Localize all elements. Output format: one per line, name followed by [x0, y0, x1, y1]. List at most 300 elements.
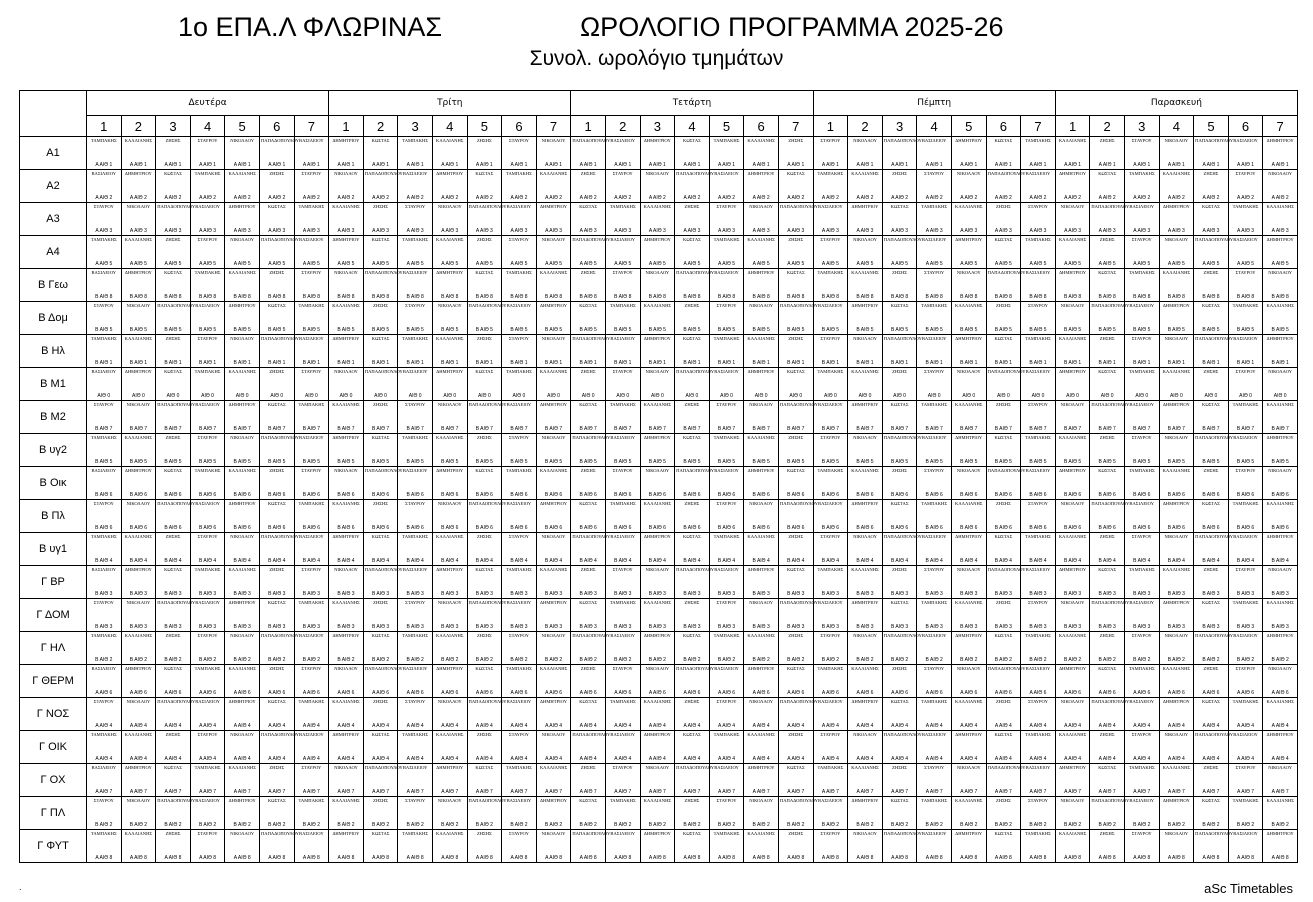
room-label: Β ΑΙΘ 6: [856, 492, 874, 498]
teacher-name: ΝΙΚΟΛΑΟΥ: [1060, 699, 1085, 704]
room-label: Α ΑΙΘ 4: [233, 756, 251, 762]
room-label: Α ΑΙΘ 1: [1133, 162, 1151, 168]
teacher-name: ΚΩΣΤΑΣ: [267, 402, 286, 407]
lesson-cell: [882, 203, 917, 236]
lesson-cell: [675, 632, 710, 665]
teacher-name: ΖΗΣΗΣ: [580, 171, 596, 176]
period-header: 6: [744, 116, 779, 137]
teacher-name: ΤΑΜΠΑΚΗΣ: [90, 633, 117, 638]
lesson-cell: [605, 467, 640, 500]
teacher-name: ΣΤΑΥΡΟΥ: [1131, 435, 1152, 440]
lesson-cell: [1194, 236, 1234, 269]
lesson-cell: [398, 500, 433, 533]
lesson-cell: [467, 566, 502, 599]
room-label: Α ΑΙΘ 4: [95, 756, 113, 762]
teacher-name: ΔΗΜΗΤΡΙΟΥ: [332, 138, 360, 143]
teacher-name: ΚΩΣΤΑΣ: [579, 204, 598, 209]
room-label: Α ΑΙΘ 4: [925, 723, 943, 729]
lesson-cell: [1021, 632, 1056, 665]
lesson-cell: [259, 269, 294, 302]
room-label: ΑΙΘ 0: [616, 393, 630, 399]
room-label: Α ΑΙΘ 3: [891, 228, 909, 234]
lesson-cell: [502, 269, 537, 302]
lesson-cell: [1159, 236, 1194, 269]
room-label: Β ΑΙΘ 5: [1029, 327, 1047, 333]
lesson-cell: [917, 830, 952, 863]
teacher-name: ΔΗΜΗΤΡΙΟΥ: [436, 369, 464, 374]
teacher-name: ΠΑΠΑΔΟΠΟΥΛΟΥ: [572, 435, 611, 440]
lesson-cell: [536, 698, 571, 731]
room-label: Α ΑΙΘ 2: [164, 195, 182, 201]
lesson-cell: [1090, 368, 1125, 401]
lesson-cell: [1055, 467, 1090, 500]
room-label: Β ΑΙΘ 5: [371, 459, 390, 465]
room-label: Β ΑΙΘ 6: [1133, 492, 1151, 498]
lesson-cell: [744, 137, 779, 170]
teacher-name: ΒΑΣΙΛΕΙΟΥ: [402, 270, 428, 275]
period-header: 6: [502, 116, 537, 137]
teacher-name: ΚΑΛΛΙΑΝΗΣ: [851, 567, 879, 572]
teacher-name: ΚΩΣΤΑΣ: [890, 303, 909, 308]
lesson-cell: [329, 830, 364, 863]
lesson-cell: [571, 236, 611, 269]
teacher-name: ΠΑΠΑΔΟΠΟΥΛΟΥ: [779, 402, 818, 407]
teacher-name: ΣΤΑΥΡΟΥ: [820, 435, 841, 440]
room-label: Β ΑΙΘ 5: [648, 459, 666, 465]
room-label: Β ΑΙΘ 3: [648, 591, 666, 597]
teacher-name: ΚΑΛΛΙΑΝΗΣ: [643, 699, 672, 704]
room-label: Α ΑΙΘ 4: [1133, 756, 1151, 762]
class-row: [20, 764, 1298, 797]
class-label: Α3: [20, 203, 87, 236]
room-label: Α ΑΙΘ 7: [1167, 789, 1185, 795]
lesson-cell: [744, 401, 779, 434]
lesson-cell: [1090, 764, 1125, 797]
teacher-name: ΔΗΜΗΤΡΙΟΥ: [436, 567, 464, 572]
teacher-name: ΚΩΣΤΑΣ: [475, 270, 494, 275]
room-label: Β ΑΙΘ 6: [1167, 525, 1185, 531]
teacher-name: ΖΗΣΗΣ: [1099, 237, 1115, 242]
class-label: Γ ΦΥΤ: [20, 830, 87, 863]
lesson-cell: [882, 698, 917, 731]
lesson-cell: [605, 203, 640, 236]
teacher-name: ΔΗΜΗΤΡΙΟΥ: [1266, 633, 1294, 638]
lesson-cell: [156, 500, 196, 533]
lesson-cell: [467, 170, 502, 203]
teacher-name: ΝΙΚΟΛΑΟΥ: [334, 468, 358, 473]
teacher-name: ΣΤΑΥΡΟΥ: [508, 237, 529, 242]
lesson-cell: [87, 764, 122, 797]
room-label: Β ΑΙΘ 3: [337, 591, 355, 597]
lesson-cell: [675, 335, 710, 368]
lesson-cell: [1263, 368, 1298, 401]
room-label: Β ΑΙΘ 6: [475, 492, 493, 498]
teacher-name: ΤΑΜΠΑΚΗΣ: [1128, 171, 1155, 176]
period-header: 1: [571, 116, 606, 137]
room-label: Α ΑΙΘ 5: [579, 261, 597, 267]
room-label: Β ΑΙΘ 5: [614, 327, 632, 333]
lesson-cell: [294, 137, 329, 170]
room-label: Β ΑΙΘ 4: [683, 558, 701, 564]
lesson-cell: [225, 731, 260, 764]
teacher-name: ΚΩΣΤΑΣ: [683, 633, 701, 638]
lesson-cell: [225, 533, 260, 566]
lesson-cell: [917, 698, 952, 731]
teacher-name: ΚΩΣΤΑΣ: [371, 534, 390, 539]
lesson-cell: [986, 500, 1021, 533]
lesson-cell: [467, 599, 507, 632]
teacher-name: ΖΗΣΗΣ: [269, 369, 285, 374]
room-label: Α ΑΙΘ 6: [1098, 690, 1116, 696]
teacher-name: ΤΑΜΠΑΚΗΣ: [609, 501, 636, 506]
teacher-name: ΝΙΚΟΛΑΟΥ: [645, 666, 670, 671]
room-label: Α ΑΙΘ 4: [1237, 723, 1255, 729]
room-label: Α ΑΙΘ 1: [95, 162, 113, 168]
teacher-name: ΚΑΛΛΙΑΝΗΣ: [1162, 270, 1191, 275]
lesson-cell: [848, 335, 883, 368]
teacher-name: ΔΗΜΗΤΡΙΟΥ: [124, 765, 152, 770]
teacher-name: ΔΗΜΗΤΡΙΟΥ: [540, 402, 568, 407]
lesson-cell: [778, 797, 818, 830]
teacher-name: ΚΩΣΤΑΣ: [890, 600, 909, 605]
lesson-cell: [605, 830, 640, 863]
teacher-name: ΤΑΜΠΑΚΗΣ: [298, 600, 325, 605]
teacher-name: ΠΑΠΑΔΟΠΟΥΛΟΥ: [364, 270, 403, 275]
teacher-name: ΒΑΣΙΛΕΙΟΥ: [91, 666, 117, 671]
teacher-name: ΔΗΜΗΤΡΙΟΥ: [955, 336, 983, 341]
lesson-cell: [640, 566, 675, 599]
room-label: Β ΑΙΘ 2: [268, 657, 286, 663]
room-label: Β ΑΙΘ 5: [752, 459, 770, 465]
room-label: Β ΑΙΘ 6: [890, 525, 909, 531]
room-label: Β ΑΙΘ 2: [614, 822, 632, 828]
lesson-cell: [848, 203, 883, 236]
teacher-name: ΔΗΜΗΤΡΙΟΥ: [228, 303, 256, 308]
room-label: Β ΑΙΘ 5: [717, 459, 736, 465]
room-label: Β ΑΙΘ 7: [475, 426, 493, 432]
room-label: Β ΑΙΘ 7: [302, 426, 320, 432]
teacher-name: ΒΑΣΙΛΕΙΟΥ: [402, 468, 428, 473]
room-label: ΑΙΘ 0: [339, 393, 353, 399]
lesson-cell: [225, 566, 260, 599]
lesson-cell: [778, 203, 818, 236]
teacher-name: ΝΙΚΟΛΑΟΥ: [1268, 567, 1293, 572]
room-label: Β ΑΙΘ 7: [1029, 426, 1047, 432]
class-label: Β υγ1: [20, 533, 87, 566]
lesson-cell: [398, 236, 433, 269]
class-row: [20, 368, 1298, 401]
lesson-cell: [156, 203, 196, 236]
room-label: Β ΑΙΘ 2: [1063, 822, 1082, 828]
teacher-name: ΔΗΜΗΤΡΙΟΥ: [124, 369, 152, 374]
teacher-name: ΒΑΣΙΛΕΙΟΥ: [1233, 534, 1258, 539]
room-label: Α ΑΙΘ 5: [925, 261, 943, 267]
lesson-cell: [121, 599, 156, 632]
lesson-cell: [1194, 566, 1229, 599]
room-label: Α ΑΙΘ 8: [1064, 855, 1082, 861]
room-label: Β ΑΙΘ 3: [1236, 591, 1255, 597]
teacher-name: ΚΩΣΤΑΣ: [267, 204, 286, 209]
room-label: Α ΑΙΘ 8: [95, 855, 113, 861]
teacher-name: ΚΑΛΛΙΑΝΗΣ: [332, 303, 360, 308]
teacher-name: ΒΑΣΙΛΕΙΟΥ: [921, 237, 947, 242]
lesson-cell: [951, 599, 986, 632]
lesson-cell: [536, 500, 571, 533]
teacher-name: ΤΑΜΠΑΚΗΣ: [298, 303, 325, 308]
lesson-cell: [1055, 830, 1090, 863]
period-header: 4: [917, 116, 952, 137]
lesson-cell: [986, 731, 1021, 764]
room-label: Α ΑΙΘ 7: [372, 789, 390, 795]
lesson-cell: [1194, 698, 1229, 731]
class-label: Γ ΗΛ: [20, 632, 87, 665]
room-label: Α ΑΙΘ 6: [960, 690, 978, 696]
room-label: Β ΑΙΘ 5: [1098, 459, 1116, 465]
teacher-name: ΒΑΣΙΛΕΙΟΥ: [402, 666, 428, 671]
teacher-name: ΚΑΛΛΙΑΝΗΣ: [851, 171, 879, 176]
lesson-cell: [813, 335, 848, 368]
lesson-cell: [190, 401, 225, 434]
teacher-name: ΒΑΣΙΛΕΙΟΥ: [921, 633, 947, 638]
teacher-name: ΣΤΑΥΡΟΥ: [1235, 666, 1256, 671]
teacher-name: ΤΑΜΠΑΚΗΣ: [1232, 303, 1259, 308]
room-label: Β ΑΙΘ 7: [1236, 426, 1255, 432]
lesson-cell: [951, 335, 986, 368]
room-label: Β ΑΙΘ 4: [337, 558, 355, 564]
lesson-cell: [571, 368, 606, 401]
teacher-name: ΝΙΚΟΛΑΟΥ: [956, 567, 981, 572]
lesson-cell: [156, 566, 191, 599]
lesson-cell: [1090, 566, 1125, 599]
room-label: Β ΑΙΘ 6: [1236, 492, 1255, 498]
teacher-name: ΖΗΣΗΣ: [269, 468, 285, 473]
lesson-cell: [1124, 764, 1159, 797]
room-label: Β ΑΙΘ 4: [821, 558, 839, 564]
lesson-cell: [1055, 797, 1090, 830]
room-label: Β ΑΙΘ 8: [475, 294, 493, 300]
room-label: Α ΑΙΘ 4: [199, 723, 217, 729]
teacher-name: ΠΑΠΑΔΟΠΟΥΛΟΥ: [1195, 633, 1234, 638]
lesson-cell: [571, 599, 606, 632]
period-header: 3: [640, 116, 675, 137]
lesson-cell: [1194, 302, 1229, 335]
room-label: Β ΑΙΘ 3: [752, 624, 770, 630]
teacher-name: ΝΙΚΟΛΑΟΥ: [126, 600, 151, 605]
teacher-name: ΚΩΣΤΑΣ: [267, 600, 286, 605]
teacher-name: ΣΤΑΥΡΟΥ: [924, 567, 945, 572]
room-label: Β ΑΙΘ 7: [441, 426, 459, 432]
room-label: Α ΑΙΘ 7: [337, 789, 355, 795]
teacher-name: ΠΑΠΑΔΟΠΟΥΛΟΥ: [468, 600, 507, 605]
room-label: Α ΑΙΘ 2: [891, 195, 909, 201]
lesson-cell: [190, 566, 225, 599]
teacher-name: ΚΩΣΤΑΣ: [994, 336, 1013, 341]
room-label: Α ΑΙΘ 3: [545, 228, 563, 234]
lesson-cell: [1263, 632, 1298, 665]
lesson-cell: [640, 632, 675, 665]
room-label: Α ΑΙΘ 8: [994, 855, 1012, 861]
room-label: Α ΑΙΘ 3: [683, 228, 701, 234]
lesson-cell: [467, 368, 502, 401]
room-label: Β ΑΙΘ 6: [821, 525, 839, 531]
room-label: Α ΑΙΘ 4: [1064, 756, 1082, 762]
room-label: Β ΑΙΘ 4: [129, 558, 147, 564]
room-label: Β ΑΙΘ 3: [579, 591, 597, 597]
teacher-name: ΔΗΜΗΤΡΙΟΥ: [124, 666, 152, 671]
room-label: Β ΑΙΘ 6: [1098, 525, 1116, 531]
lesson-cell: [398, 467, 433, 500]
teacher-name: ΖΗΣΗΣ: [892, 567, 907, 572]
room-label: Α ΑΙΘ 7: [960, 789, 978, 795]
room-label: Α ΑΙΘ 7: [1064, 789, 1082, 795]
room-label: Β ΑΙΘ 3: [371, 591, 390, 597]
lesson-cell: [259, 302, 294, 335]
teacher-name: ΚΩΣΤΑΣ: [475, 369, 494, 374]
teacher-name: ΝΙΚΟΛΑΟΥ: [749, 204, 774, 209]
room-label: Β ΑΙΘ 2: [510, 657, 528, 663]
teacher-name: ΒΑΣΙΛΕΙΟΥ: [1129, 600, 1155, 605]
teacher-name: ΖΗΣΗΣ: [1203, 468, 1219, 473]
lesson-cell: [467, 731, 502, 764]
room-label: Β ΑΙΘ 6: [544, 525, 563, 531]
room-label: Α ΑΙΘ 4: [994, 723, 1012, 729]
room-label: Α ΑΙΘ 3: [821, 228, 839, 234]
teacher-name: ΝΙΚΟΛΑΟΥ: [749, 798, 774, 803]
teacher-name: ΣΤΑΥΡΟΥ: [1027, 798, 1048, 803]
room-label: Β ΑΙΘ 5: [337, 327, 355, 333]
teacher-name: ΚΑΛΛΙΑΝΗΣ: [851, 666, 879, 671]
lesson-cell: [1090, 731, 1125, 764]
period-header: 2: [848, 116, 883, 137]
room-label: Α ΑΙΘ 7: [95, 789, 113, 795]
teacher-name: ΒΑΣΙΛΕΙΟΥ: [91, 369, 117, 374]
teacher-name: ΚΑΛΛΙΑΝΗΣ: [955, 402, 983, 407]
room-label: Β ΑΙΘ 7: [371, 426, 390, 432]
teacher-name: ΚΩΣΤΑΣ: [1098, 468, 1117, 473]
teacher-name: ΖΗΣΗΣ: [1203, 567, 1219, 572]
teacher-name: ΤΑΜΠΑΚΗΣ: [713, 534, 740, 539]
lesson-cell: [778, 401, 818, 434]
lesson-cell: [778, 599, 818, 632]
lesson-cell: [709, 533, 744, 566]
lesson-cell: [259, 401, 294, 434]
teacher-name: ΠΑΠΑΔΟΠΟΥΛΟΥ: [676, 369, 715, 374]
room-label: Β ΑΙΘ 4: [717, 558, 736, 564]
room-label: Α ΑΙΘ 2: [302, 195, 320, 201]
room-label: ΑΙΘ 0: [1066, 393, 1079, 399]
lesson-cell: [571, 335, 611, 368]
lesson-cell: [294, 467, 329, 500]
lesson-cell: [571, 203, 606, 236]
teacher-name: ΚΩΣΤΑΣ: [164, 666, 182, 671]
teacher-name: ΣΤΑΥΡΟΥ: [197, 831, 218, 836]
room-label: Α ΑΙΘ 3: [302, 228, 320, 234]
lesson-cell: [156, 797, 196, 830]
lesson-cell: [1263, 533, 1298, 566]
room-label: Α ΑΙΘ 3: [994, 228, 1012, 234]
room-label: ΑΙΘ 0: [858, 393, 872, 399]
teacher-name: ΚΩΣΤΑΣ: [786, 369, 805, 374]
teacher-name: ΖΗΣΗΣ: [1099, 138, 1115, 143]
lesson-cell: [778, 368, 813, 401]
teacher-name: ΠΑΠΑΔΟΠΟΥΛΟΥ: [364, 567, 403, 572]
lesson-cell: [986, 137, 1021, 170]
room-label: Β ΑΙΘ 4: [752, 558, 770, 564]
room-label: Α ΑΙΘ 2: [1167, 195, 1185, 201]
teacher-name: ΒΑΣΙΛΕΙΟΥ: [402, 369, 428, 374]
teacher-name: ΖΗΣΗΣ: [165, 633, 181, 638]
room-label: Α ΑΙΘ 4: [579, 723, 597, 729]
room-label: Α ΑΙΘ 7: [683, 789, 701, 795]
lesson-cell: [951, 236, 986, 269]
room-label: Β ΑΙΘ 5: [129, 327, 147, 333]
room-label: Β ΑΙΘ 6: [164, 492, 182, 498]
lesson-cell: [502, 368, 537, 401]
teacher-name: ΣΤΑΥΡΟΥ: [93, 699, 114, 704]
day-header: Δευτέρα: [87, 91, 329, 116]
room-label: Α ΑΙΘ 3: [268, 228, 286, 234]
teacher-name: ΚΑΛΛΙΑΝΗΣ: [955, 699, 983, 704]
teacher-name: ΚΑΛΛΙΑΝΗΣ: [643, 402, 672, 407]
lesson-cell: [536, 368, 571, 401]
lesson-cell: [329, 632, 364, 665]
lesson-cell: [259, 335, 299, 368]
teacher-name: ΤΑΜΠΑΚΗΣ: [817, 666, 844, 671]
room-label: ΑΙΘ 0: [685, 393, 699, 399]
room-label: Β ΑΙΘ 6: [268, 525, 286, 531]
room-label: Β ΑΙΘ 8: [1167, 294, 1185, 300]
teacher-name: ΣΤΑΥΡΟΥ: [924, 171, 945, 176]
teacher-name: ΖΗΣΗΣ: [476, 831, 492, 836]
room-label: Α ΑΙΘ 8: [1237, 855, 1255, 861]
teacher-name: ΤΑΜΠΑΚΗΣ: [194, 171, 221, 176]
room-label: Α ΑΙΘ 7: [1202, 789, 1220, 795]
teacher-name: ΖΗΣΗΣ: [892, 468, 907, 473]
lesson-cell: [225, 401, 260, 434]
room-label: Α ΑΙΘ 8: [441, 855, 459, 861]
teacher-name: ΤΑΜΠΑΚΗΣ: [609, 699, 636, 704]
lesson-cell: [121, 368, 156, 401]
teacher-name: ΖΗΣΗΣ: [165, 732, 181, 737]
teacher-name: ΝΙΚΟΛΑΟΥ: [1268, 765, 1293, 770]
lesson-cell: [1228, 236, 1263, 269]
teacher-name: ΚΩΣΤΑΣ: [475, 468, 494, 473]
lesson-cell: [605, 731, 640, 764]
teacher-name: ΠΑΠΑΔΟΠΟΥΛΟΥ: [468, 699, 507, 704]
room-label: Α ΑΙΘ 2: [475, 195, 493, 201]
teacher-name: ΠΑΠΑΔΟΠΟΥΛΟΥ: [364, 765, 403, 770]
room-label: Β ΑΙΘ 3: [1271, 591, 1289, 597]
teacher-name: ΖΗΣΗΣ: [1203, 666, 1219, 671]
lesson-cell: [1159, 170, 1194, 203]
room-label: Β ΑΙΘ 4: [1133, 558, 1151, 564]
room-label: Α ΑΙΘ 7: [648, 789, 666, 795]
teacher-name: ΠΑΠΑΔΟΠΟΥΛΟΥ: [468, 798, 507, 803]
room-label: Α ΑΙΘ 8: [510, 855, 528, 861]
teacher-name: ΠΑΠΑΔΟΠΟΥΛΟΥ: [364, 171, 403, 176]
teacher-name: ΝΙΚΟΛΑΟΥ: [334, 270, 358, 275]
teacher-name: ΣΤΑΥΡΟΥ: [405, 204, 426, 209]
lesson-cell: [813, 533, 848, 566]
teacher-name: ΝΙΚΟΛΑΟΥ: [126, 699, 151, 704]
room-label: Β ΑΙΘ 8: [371, 294, 390, 300]
room-label: Β ΑΙΘ 3: [337, 624, 355, 630]
room-label: Β ΑΙΘ 7: [406, 426, 424, 432]
room-label: Α ΑΙΘ 5: [614, 261, 632, 267]
lesson-cell: [1090, 170, 1125, 203]
teacher-name: ΤΑΜΠΑΚΗΣ: [90, 732, 117, 737]
room-label: Β ΑΙΘ 2: [1029, 822, 1047, 828]
